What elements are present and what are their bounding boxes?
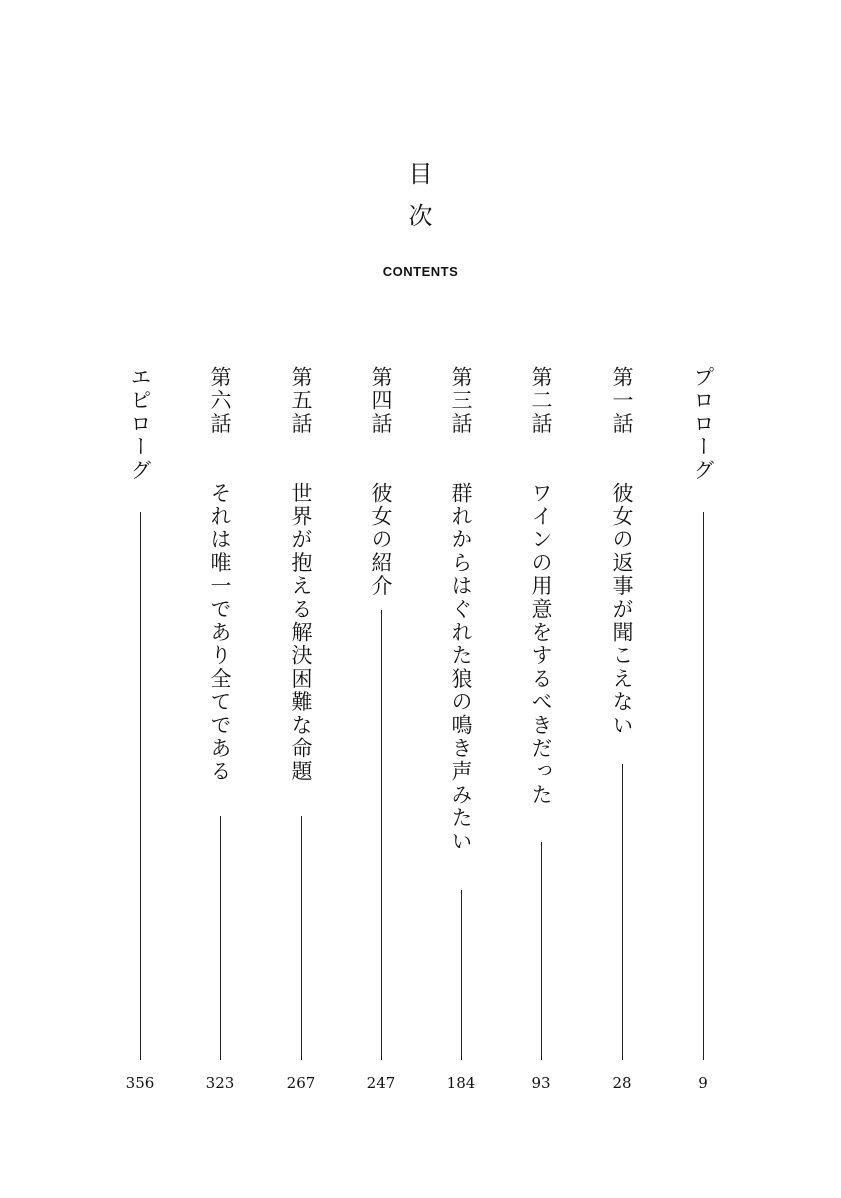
- title-char-2: 次: [408, 202, 433, 230]
- entry-title: それは唯一であり全てである: [208, 481, 232, 784]
- page-number: 184: [446, 1074, 476, 1092]
- entry-title: 彼女の返事が聞こえない: [610, 481, 634, 738]
- page-number: 356: [125, 1074, 155, 1092]
- leader-line: [622, 764, 623, 1060]
- title-char-1: 目: [408, 160, 433, 188]
- toc-entry-epilogue[interactable]: [125, 366, 155, 482]
- toc-entry-chapter-1[interactable]: [607, 366, 637, 737]
- page-subtitle: CONTENTS: [382, 264, 459, 279]
- entry-number: 第四話: [369, 366, 393, 436]
- entry-title: ワインの用意をするべきだった: [529, 481, 553, 807]
- toc-entry-chapter-2[interactable]: [526, 366, 556, 807]
- leader-line: [301, 816, 302, 1060]
- page-number: 93: [531, 1074, 551, 1092]
- page-number: 28: [612, 1074, 632, 1092]
- leader-line: [220, 816, 221, 1060]
- entry-title: 群れからはぐれた狼の鳴き声みたい: [449, 481, 473, 854]
- entry-title: エピローグ: [128, 366, 152, 482]
- leader-line: [381, 610, 382, 1060]
- page-number: 267: [286, 1074, 316, 1092]
- toc-entry-prologue[interactable]: [688, 366, 718, 482]
- toc-entry-chapter-6[interactable]: [205, 366, 235, 783]
- entry-number: 第三話: [449, 366, 473, 436]
- page-number: 9: [698, 1074, 708, 1092]
- toc-entry-chapter-4[interactable]: [366, 366, 396, 598]
- entry-title: 世界が抱える解決困難な命題: [289, 481, 313, 784]
- page-number: 323: [205, 1074, 235, 1092]
- entry-title: プロローグ: [691, 366, 715, 482]
- page-number: 247: [366, 1074, 396, 1092]
- entry-number: 第二話: [529, 366, 553, 436]
- leader-line: [541, 842, 542, 1060]
- entry-number: 第一話: [610, 366, 634, 436]
- toc-entry-chapter-5[interactable]: [286, 366, 316, 783]
- entry-number: 第五話: [289, 366, 313, 436]
- leader-line: [461, 890, 462, 1060]
- leader-line: [140, 512, 141, 1060]
- entry-number: 第六話: [208, 366, 232, 436]
- entry-title: 彼女の紹介: [369, 481, 393, 598]
- leader-line: [703, 512, 704, 1060]
- page-title: [0, 162, 841, 246]
- toc-entry-chapter-3[interactable]: [446, 366, 476, 853]
